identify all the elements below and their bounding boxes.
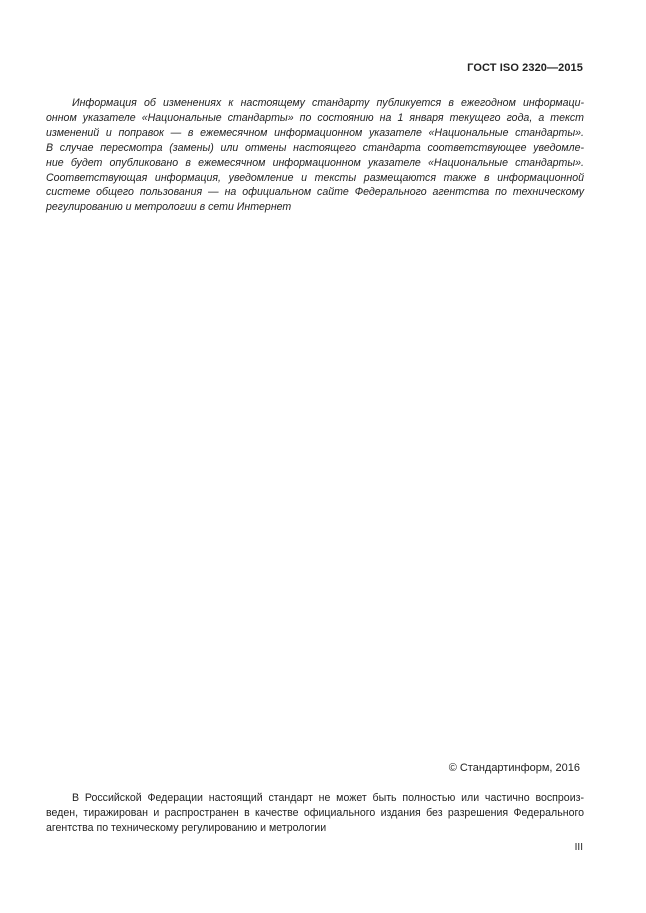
- copyright-notice: © Стандартинформ, 2016: [448, 762, 580, 774]
- legal-line: В Российской Федерации настоящий стандарт не может быть полностью или частично воспроиз-: [72, 792, 584, 804]
- page-number: III: [574, 842, 583, 853]
- standard-code-header: ГОСТ ISO 2320—2015: [467, 62, 583, 74]
- info-line: регулированию и метрологии в сети Интернет: [46, 201, 292, 214]
- info-line: В случае пересмотра (замены) или отмены настоящего стандарта соответствующее уведомле-: [46, 141, 584, 154]
- info-line: системе общего пользования — на официальном сайте Федерального агентства по техническому: [46, 186, 584, 199]
- info-line: Информация об изменениях к настоящему стандарту публикуется в ежегодном информаци-: [72, 97, 584, 109]
- info-line: ние будет опубликовано в ежемесячном информационном указателе «Национальные стандарты».: [46, 156, 584, 169]
- legal-line: агентства по техническому регулированию и метрологии: [46, 821, 327, 834]
- legal-line: веден, тиражирован и распространен в качестве официального издания без разрешения Федерального: [46, 806, 584, 819]
- amendments-info-paragraph: [46, 96, 584, 215]
- info-line: Соответствующая информация, уведомление и тексты размещаются также в информационной: [46, 171, 584, 184]
- info-line: онном указателе «Национальные стандарты» по состоянию на 1 января текущего года, а текст: [46, 111, 584, 124]
- info-line: изменений и поправок — в ежемесячном информационном указателе «Национальные стандарты».: [46, 126, 584, 139]
- legal-notice-paragraph: [46, 791, 584, 836]
